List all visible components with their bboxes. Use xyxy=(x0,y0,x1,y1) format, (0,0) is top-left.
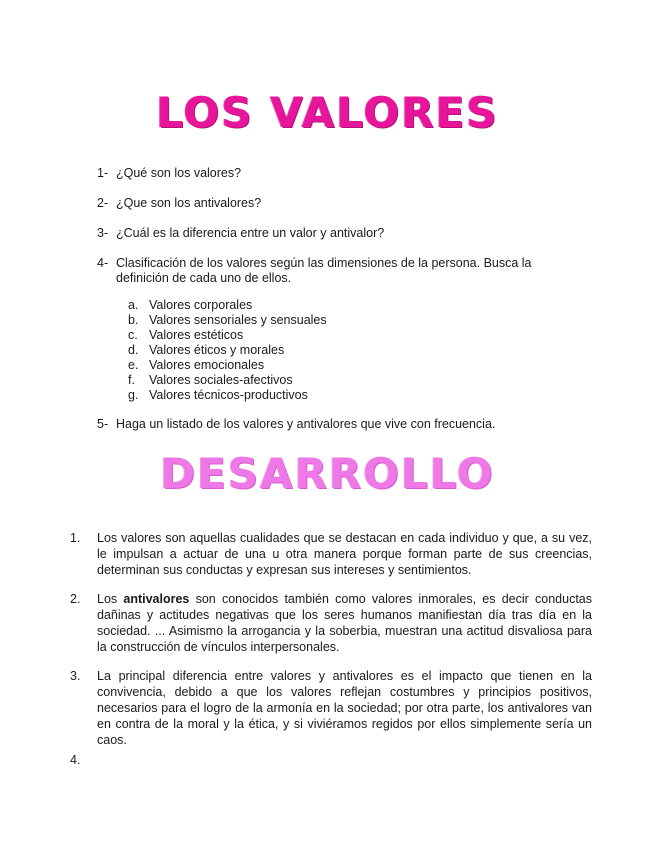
question-text: Clasificación de los valores según las dimensiones de la persona. Busca la definición de cada uno de ellos. xyxy=(116,256,532,285)
list-text: Valores estéticos xyxy=(149,328,244,342)
question-number: 2- xyxy=(97,196,109,210)
list-letter: g. xyxy=(128,388,139,402)
answer-2 xyxy=(70,591,592,655)
list-letter: a. xyxy=(128,298,139,312)
answer-prefix: Los xyxy=(97,592,124,606)
list-text: Valores técnicos-productivos xyxy=(149,388,308,402)
answer-text: La principal diferencia entre valores y antivalores es el impacto que tienen en la convivencia, debido a que los valores reflejan costumbres y principios positivos, necesarios para el logro de la armonía en la sociedad; por otra parte, los antivalores van en contra de la moral y la ética, y si viviéramos regidos por ellos simplemente sería un caos. xyxy=(97,669,592,747)
answer-number: 3. xyxy=(70,669,81,683)
question-1 xyxy=(97,166,567,181)
main-title: LOS VALORES xyxy=(156,88,499,137)
answer-3 xyxy=(70,668,592,748)
answer-text: son conocidos también como valores inmorales, es decir conductas dañinas y actitudes negativas que los seres humanos manifiestan día tras día en la sociedad. ... Asimismo la arrogancia y la soberbia, muestran una actitud disvaliosa para la construcción de vínculos interpersonales. xyxy=(97,592,592,654)
answer-number: 2. xyxy=(70,592,81,606)
question-text: ¿Qué son los valores? xyxy=(116,166,242,180)
question-number: 4- xyxy=(97,256,109,270)
list-text: Valores éticos y morales xyxy=(149,343,285,357)
question-5 xyxy=(97,417,567,432)
list-text: Valores sociales-afectivos xyxy=(149,373,293,387)
answer-number: 4. xyxy=(70,753,81,767)
question-3 xyxy=(97,226,567,241)
question-number: 1- xyxy=(97,166,109,180)
question-text: Haga un listado de los valores y antivalores que vive con frecuencia. xyxy=(116,417,496,431)
question-text: ¿Cuál es la diferencia entre un valor y antivalor? xyxy=(116,226,385,240)
list-text: Valores corporales xyxy=(149,298,253,312)
question-4 xyxy=(97,256,567,286)
question-number: 5- xyxy=(97,417,109,431)
answer-1 xyxy=(70,530,592,578)
list-letter: b. xyxy=(128,313,139,327)
list-letter: d. xyxy=(128,343,139,357)
list-text: Valores sensoriales y sensuales xyxy=(149,313,327,327)
answer-text-block xyxy=(97,591,592,655)
list-text: Valores emocionales xyxy=(149,358,265,372)
question-2 xyxy=(97,196,567,211)
list-letter: e. xyxy=(128,358,139,372)
question-text: ¿Que son los antivalores? xyxy=(116,196,262,210)
list-letter: f. xyxy=(128,373,135,387)
answer-bold-term: antivalores xyxy=(123,592,190,606)
list-letter: c. xyxy=(128,328,138,342)
answer-number: 1. xyxy=(70,531,81,545)
development-title: DESARROLLO xyxy=(160,449,495,498)
answer-text: Los valores son aquellas cualidades que se destacan en cada individuo y que, a su vez, le impulsan a actuar de una u otra manera porque forman parte de sus creencias, determinan sus conductas y expresan sus intereses y sentimientos. xyxy=(97,531,592,577)
question-number: 3- xyxy=(97,226,109,240)
